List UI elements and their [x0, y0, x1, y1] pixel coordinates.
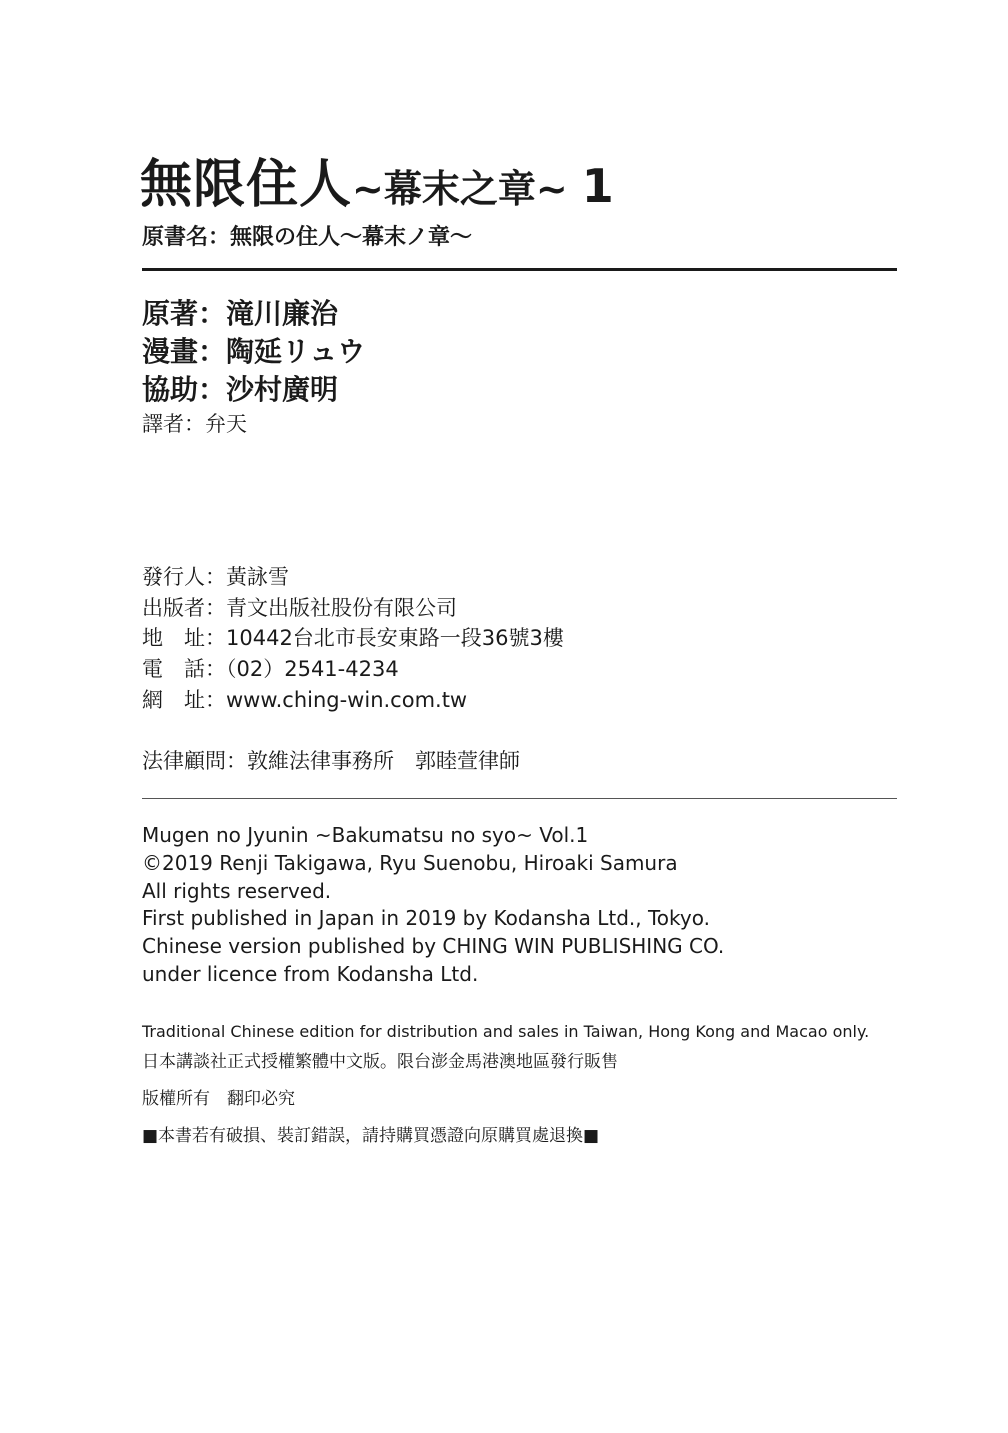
rights-reserved: 版權所有 翻印必究: [142, 1089, 295, 1109]
distribution-english: Traditional Chinese edition for distribution and sales in Taiwan, Hong Kong and Macao only.: [142, 1022, 870, 1041]
english-line: All rights reserved.: [142, 879, 332, 903]
english-line: under licence from Kodansha Ltd.: [142, 962, 479, 986]
info-value: （02）2541-4234: [226, 657, 399, 681]
info-phone: 電 話：（02）2541-4234: [142, 657, 399, 681]
legal-label: 法律顧問: [142, 749, 226, 773]
credit-role: 原著: [142, 297, 199, 330]
title-volume: 1: [581, 159, 615, 213]
credit-translator: 譯者：弁天: [142, 412, 247, 436]
title-subtitle: ~幕末之章~: [352, 167, 568, 211]
english-line: Chinese version published by CHING WIN PUBLISHING CO.: [142, 934, 725, 958]
original-title: 原書名：無限の住人～幕末ノ章～: [142, 225, 473, 250]
info-label: 網 址: [142, 688, 205, 712]
divider-top: [142, 268, 897, 271]
credit-assistance: 協助：沙村廣明: [142, 373, 339, 406]
divider-middle: [142, 798, 897, 799]
credit-name: 沙村廣明: [226, 373, 339, 406]
distribution-chinese: 日本講談社正式授權繁體中文版。限台澎金馬港澳地區發行販售: [142, 1052, 618, 1072]
info-value: www.ching-win.com.tw: [226, 688, 468, 712]
credit-role: 漫畫: [142, 335, 199, 368]
english-line: First published in Japan in 2019 by Kodansha Ltd., Tokyo.: [142, 906, 710, 930]
info-address: 地 址：10442台北市長安東路一段36號3樓: [142, 626, 564, 650]
info-publisher-company: 出版者：青文出版社股份有限公司: [142, 596, 457, 620]
english-line: ©2019 Renji Takigawa, Ryu Suenobu, Hiroaki Samura: [142, 851, 678, 875]
legal-value: 敦維法律事務所 郭睦萱律師: [247, 749, 520, 773]
translator-name: 弁天: [205, 412, 247, 436]
title-main-text: 無限住人: [140, 155, 353, 215]
info-publisher-person: 發行人：黃詠雪: [142, 565, 289, 589]
info-value: 黃詠雪: [226, 565, 289, 589]
info-website: 網 址：www.ching-win.com.tw: [142, 688, 468, 712]
info-label: 電 話: [142, 657, 205, 681]
info-value: 青文出版社股份有限公司: [226, 596, 457, 620]
info-label: 發行人: [142, 565, 205, 589]
english-line: Mugen no Jyunin ~Bakumatsu no syo~ Vol.1: [142, 823, 589, 847]
credit-name: 滝川廉治: [226, 297, 339, 330]
credit-artist: 漫畫：陶延リュウ: [142, 335, 366, 368]
info-label: 地 址: [142, 626, 205, 650]
translator-role: 譯者: [142, 412, 184, 436]
credit-name: 陶延リュウ: [226, 335, 366, 368]
book-title: [140, 142, 615, 217]
credit-role: 協助: [142, 373, 199, 406]
legal-counsel: 法律顧問：敦維法律事務所 郭睦萱律師: [142, 749, 520, 773]
credit-author: 原著：滝川廉治: [142, 297, 339, 330]
info-value: 10442台北市長安東路一段36號3樓: [226, 626, 564, 650]
info-label: 出版者: [142, 596, 205, 620]
return-notice: ■本書若有破損、裝訂錯誤，請持購買憑證向原購買處退換■: [142, 1126, 600, 1146]
